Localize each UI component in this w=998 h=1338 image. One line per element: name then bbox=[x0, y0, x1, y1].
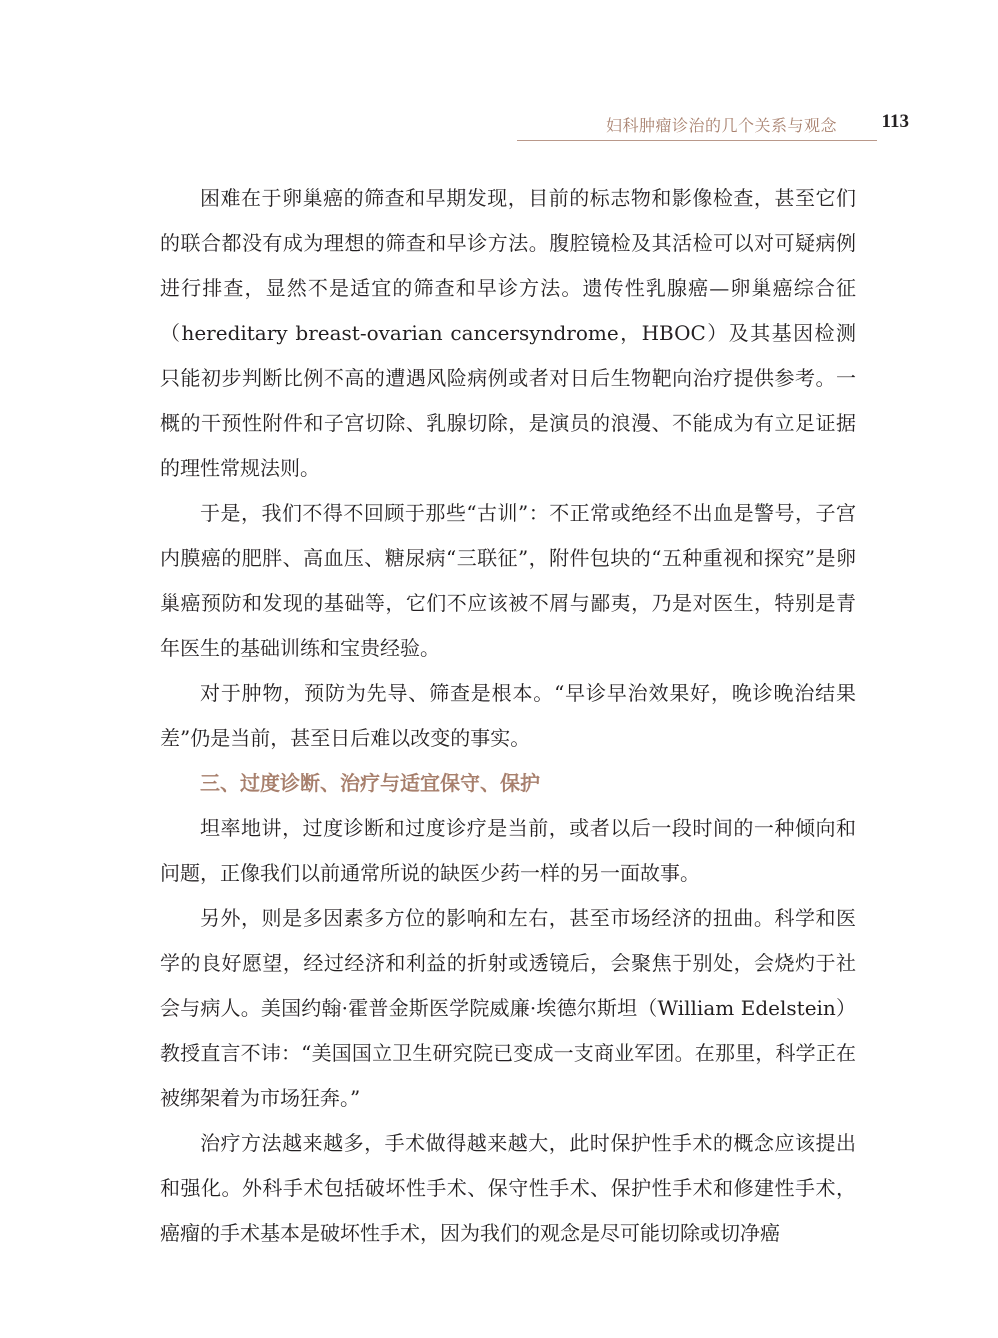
running-header bbox=[517, 110, 909, 140]
paragraph-prevention-screening: 对于肿物，预防为先导、筛查是根本。“早诊早治效果好，晚诊晚治结果差”仍是当前，甚至日后难以改变的事实。 bbox=[160, 681, 856, 750]
header-rule bbox=[517, 140, 877, 141]
paragraph-ancient-teachings: 于是，我们不得不回顾于那些“古训”：不正常或绝经不出血是警号，子宫内膜癌的肥胖、高血压、糖尿病“三联征”，附件包块的“五种重视和探究”是卵巢癌预防和发现的基础等，它们不应该被不屑与鄙夷，乃是对医生，特别是青年医生的基础训练和宝贵经验。 bbox=[160, 501, 856, 660]
page-number: 113 bbox=[881, 111, 909, 132]
paragraph-overdiagnosis: 坦率地讲，过度诊断和过度诊疗是当前，或者以后一段时间的一种倾向和问题，正像我们以前通常所说的缺医少药一样的另一面故事。 bbox=[160, 816, 856, 885]
paragraph-ovarian-screening: 困难在于卵巢癌的筛查和早期发现，目前的标志物和影像检查，甚至它们的联合都没有成为理想的筛查和早诊方法。腹腔镜检及其活检可以对可疑病例进行排查，显然不是适宜的筛查和早诊方法。遗传性乳腺癌—卵巢癌综合征（hereditary breast-ovarian cancersyndrome，HBOC）及其基因检测只能初步判断比例不高的遭遇风险病例或者对日后生物靶向治疗提供参考。一概的干预性附件和子宫切除、乳腺切除，是演员的浪漫、不能成为有立足证据的理性常规法则。 bbox=[160, 186, 856, 480]
section-heading: 三、过度诊断、治疗与适宜保守、保护 bbox=[200, 771, 540, 795]
paragraph-protective-surgery: 治疗方法越来越多，手术做得越来越大，此时保护性手术的概念应该提出和强化。外科手术包括破坏性手术、保守性手术、保护性手术和修建性手术，癌瘤的手术基本是破坏性手术，因为我们的观念是尽可能切除或切净癌 bbox=[160, 1131, 856, 1245]
body-text bbox=[160, 176, 856, 1256]
paragraph-market-influence: 另外，则是多因素多方位的影响和左右，甚至市场经济的扭曲。科学和医学的良好愿望，经过经济和利益的折射或透镜后，会聚焦于别处，会烧灼于社会与病人。美国约翰·霍普金斯医学院威廉·埃德尔斯坦（William Edelstein）教授直言不讳：“美国国立卫生研究院已变成一支商业军团。在那里，科学正在被绑架着为市场狂奔。” bbox=[160, 906, 856, 1110]
running-header-title: 妇科肿瘤诊治的几个关系与观念 bbox=[605, 116, 837, 135]
